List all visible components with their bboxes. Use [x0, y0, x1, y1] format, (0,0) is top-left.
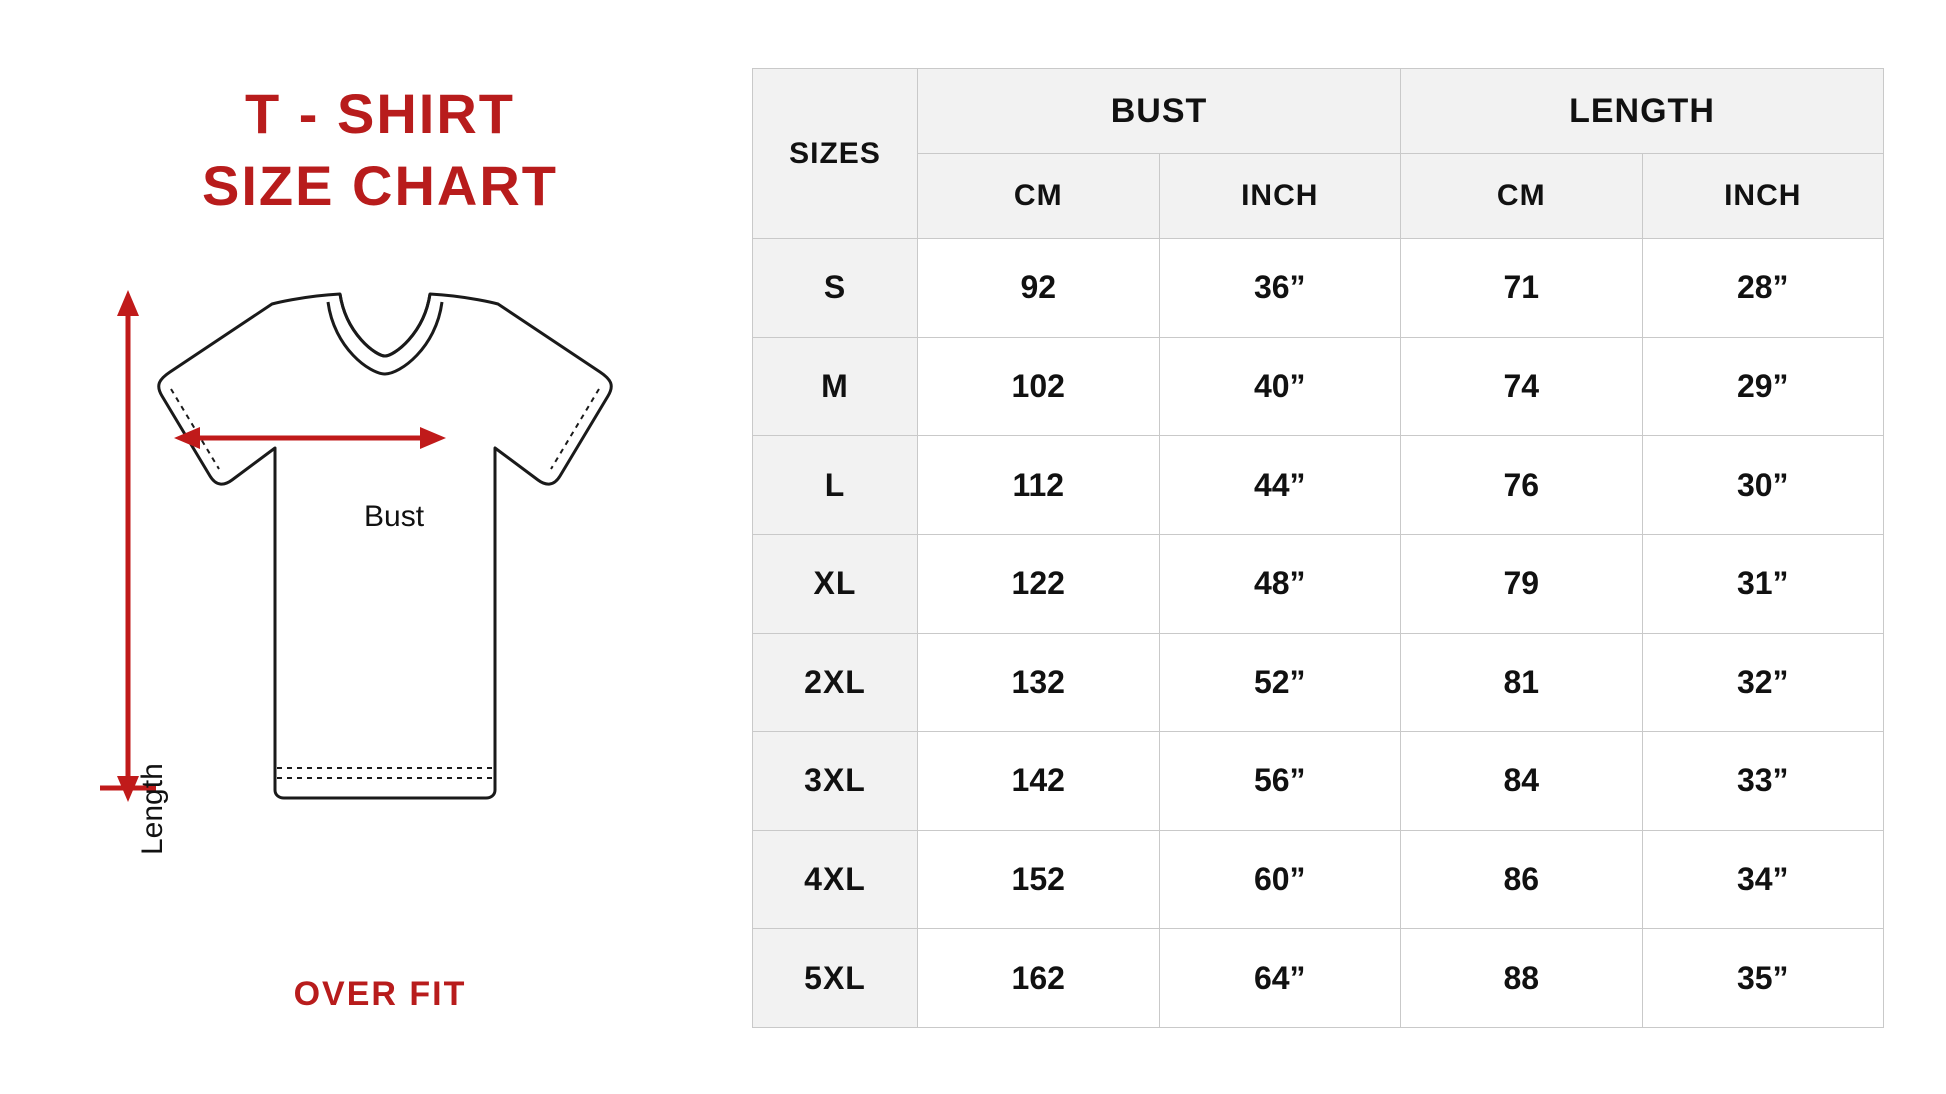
- cell-bust-cm: 162: [918, 929, 1160, 1028]
- cell-bust-inch: 36”: [1159, 239, 1401, 338]
- illustration-panel: [0, 0, 760, 1094]
- cell-bust-inch: 64”: [1159, 929, 1401, 1028]
- cell-bust-cm: 132: [918, 633, 1160, 732]
- cell-length-inch: 35”: [1642, 929, 1884, 1028]
- header-bust-cm: CM: [918, 154, 1160, 239]
- table-body: [753, 239, 1884, 1028]
- title-line-1: T - SHIRT: [245, 82, 515, 145]
- cell-length-cm: 86: [1401, 830, 1643, 929]
- table-row: [753, 239, 1884, 338]
- cell-length-cm: 88: [1401, 929, 1643, 1028]
- cell-length-inch: 30”: [1642, 436, 1884, 535]
- tshirt-outline-icon: [40, 290, 730, 960]
- cell-bust-cm: 122: [918, 534, 1160, 633]
- length-measure-label: Length: [136, 763, 169, 855]
- header-length-cm: CM: [1401, 154, 1643, 239]
- table-row: [753, 534, 1884, 633]
- cell-length-inch: 32”: [1642, 633, 1884, 732]
- bust-measure-label: Bust: [364, 500, 425, 533]
- cell-bust-inch: 52”: [1159, 633, 1401, 732]
- cell-size: 4XL: [753, 830, 918, 929]
- cell-bust-inch: 60”: [1159, 830, 1401, 929]
- size-table: [752, 68, 1884, 1028]
- header-row-groups: [753, 69, 1884, 154]
- cell-size: 3XL: [753, 732, 918, 831]
- fit-label: OVER FIT: [293, 975, 467, 1013]
- tshirt-diagram: [40, 290, 730, 960]
- cell-length-cm: 84: [1401, 732, 1643, 831]
- cell-length-inch: 31”: [1642, 534, 1884, 633]
- page-title: [0, 78, 760, 221]
- header-sizes: SIZES: [753, 69, 918, 239]
- table-row: [753, 929, 1884, 1028]
- cell-length-inch: 29”: [1642, 337, 1884, 436]
- cell-bust-inch: 48”: [1159, 534, 1401, 633]
- cell-length-cm: 74: [1401, 337, 1643, 436]
- cell-bust-cm: 152: [918, 830, 1160, 929]
- cell-bust-inch: 44”: [1159, 436, 1401, 535]
- size-table-container: [752, 68, 1884, 1028]
- cell-size: L: [753, 436, 918, 535]
- cell-size: S: [753, 239, 918, 338]
- table-row: [753, 830, 1884, 929]
- cell-length-inch: 34”: [1642, 830, 1884, 929]
- header-bust: BUST: [918, 69, 1401, 154]
- table-row: [753, 337, 1884, 436]
- cell-length-cm: 76: [1401, 436, 1643, 535]
- cell-length-cm: 71: [1401, 239, 1643, 338]
- table-header: [753, 69, 1884, 239]
- cell-length-inch: 33”: [1642, 732, 1884, 831]
- table-row: [753, 633, 1884, 732]
- cell-bust-inch: 56”: [1159, 732, 1401, 831]
- header-length: LENGTH: [1401, 69, 1884, 154]
- header-bust-inch: INCH: [1159, 154, 1401, 239]
- header-length-inch: INCH: [1642, 154, 1884, 239]
- title-line-2: SIZE CHART: [202, 153, 558, 217]
- cell-bust-inch: 40”: [1159, 337, 1401, 436]
- cell-bust-cm: 102: [918, 337, 1160, 436]
- cell-size: 5XL: [753, 929, 918, 1028]
- cell-size: XL: [753, 534, 918, 633]
- table-row: [753, 436, 1884, 535]
- cell-bust-cm: 142: [918, 732, 1160, 831]
- header-row-units: [753, 154, 1884, 239]
- table-row: [753, 732, 1884, 831]
- cell-length-inch: 28”: [1642, 239, 1884, 338]
- cell-bust-cm: 112: [918, 436, 1160, 535]
- cell-bust-cm: 92: [918, 239, 1160, 338]
- cell-length-cm: 79: [1401, 534, 1643, 633]
- cell-length-cm: 81: [1401, 633, 1643, 732]
- cell-size: 2XL: [753, 633, 918, 732]
- cell-size: M: [753, 337, 918, 436]
